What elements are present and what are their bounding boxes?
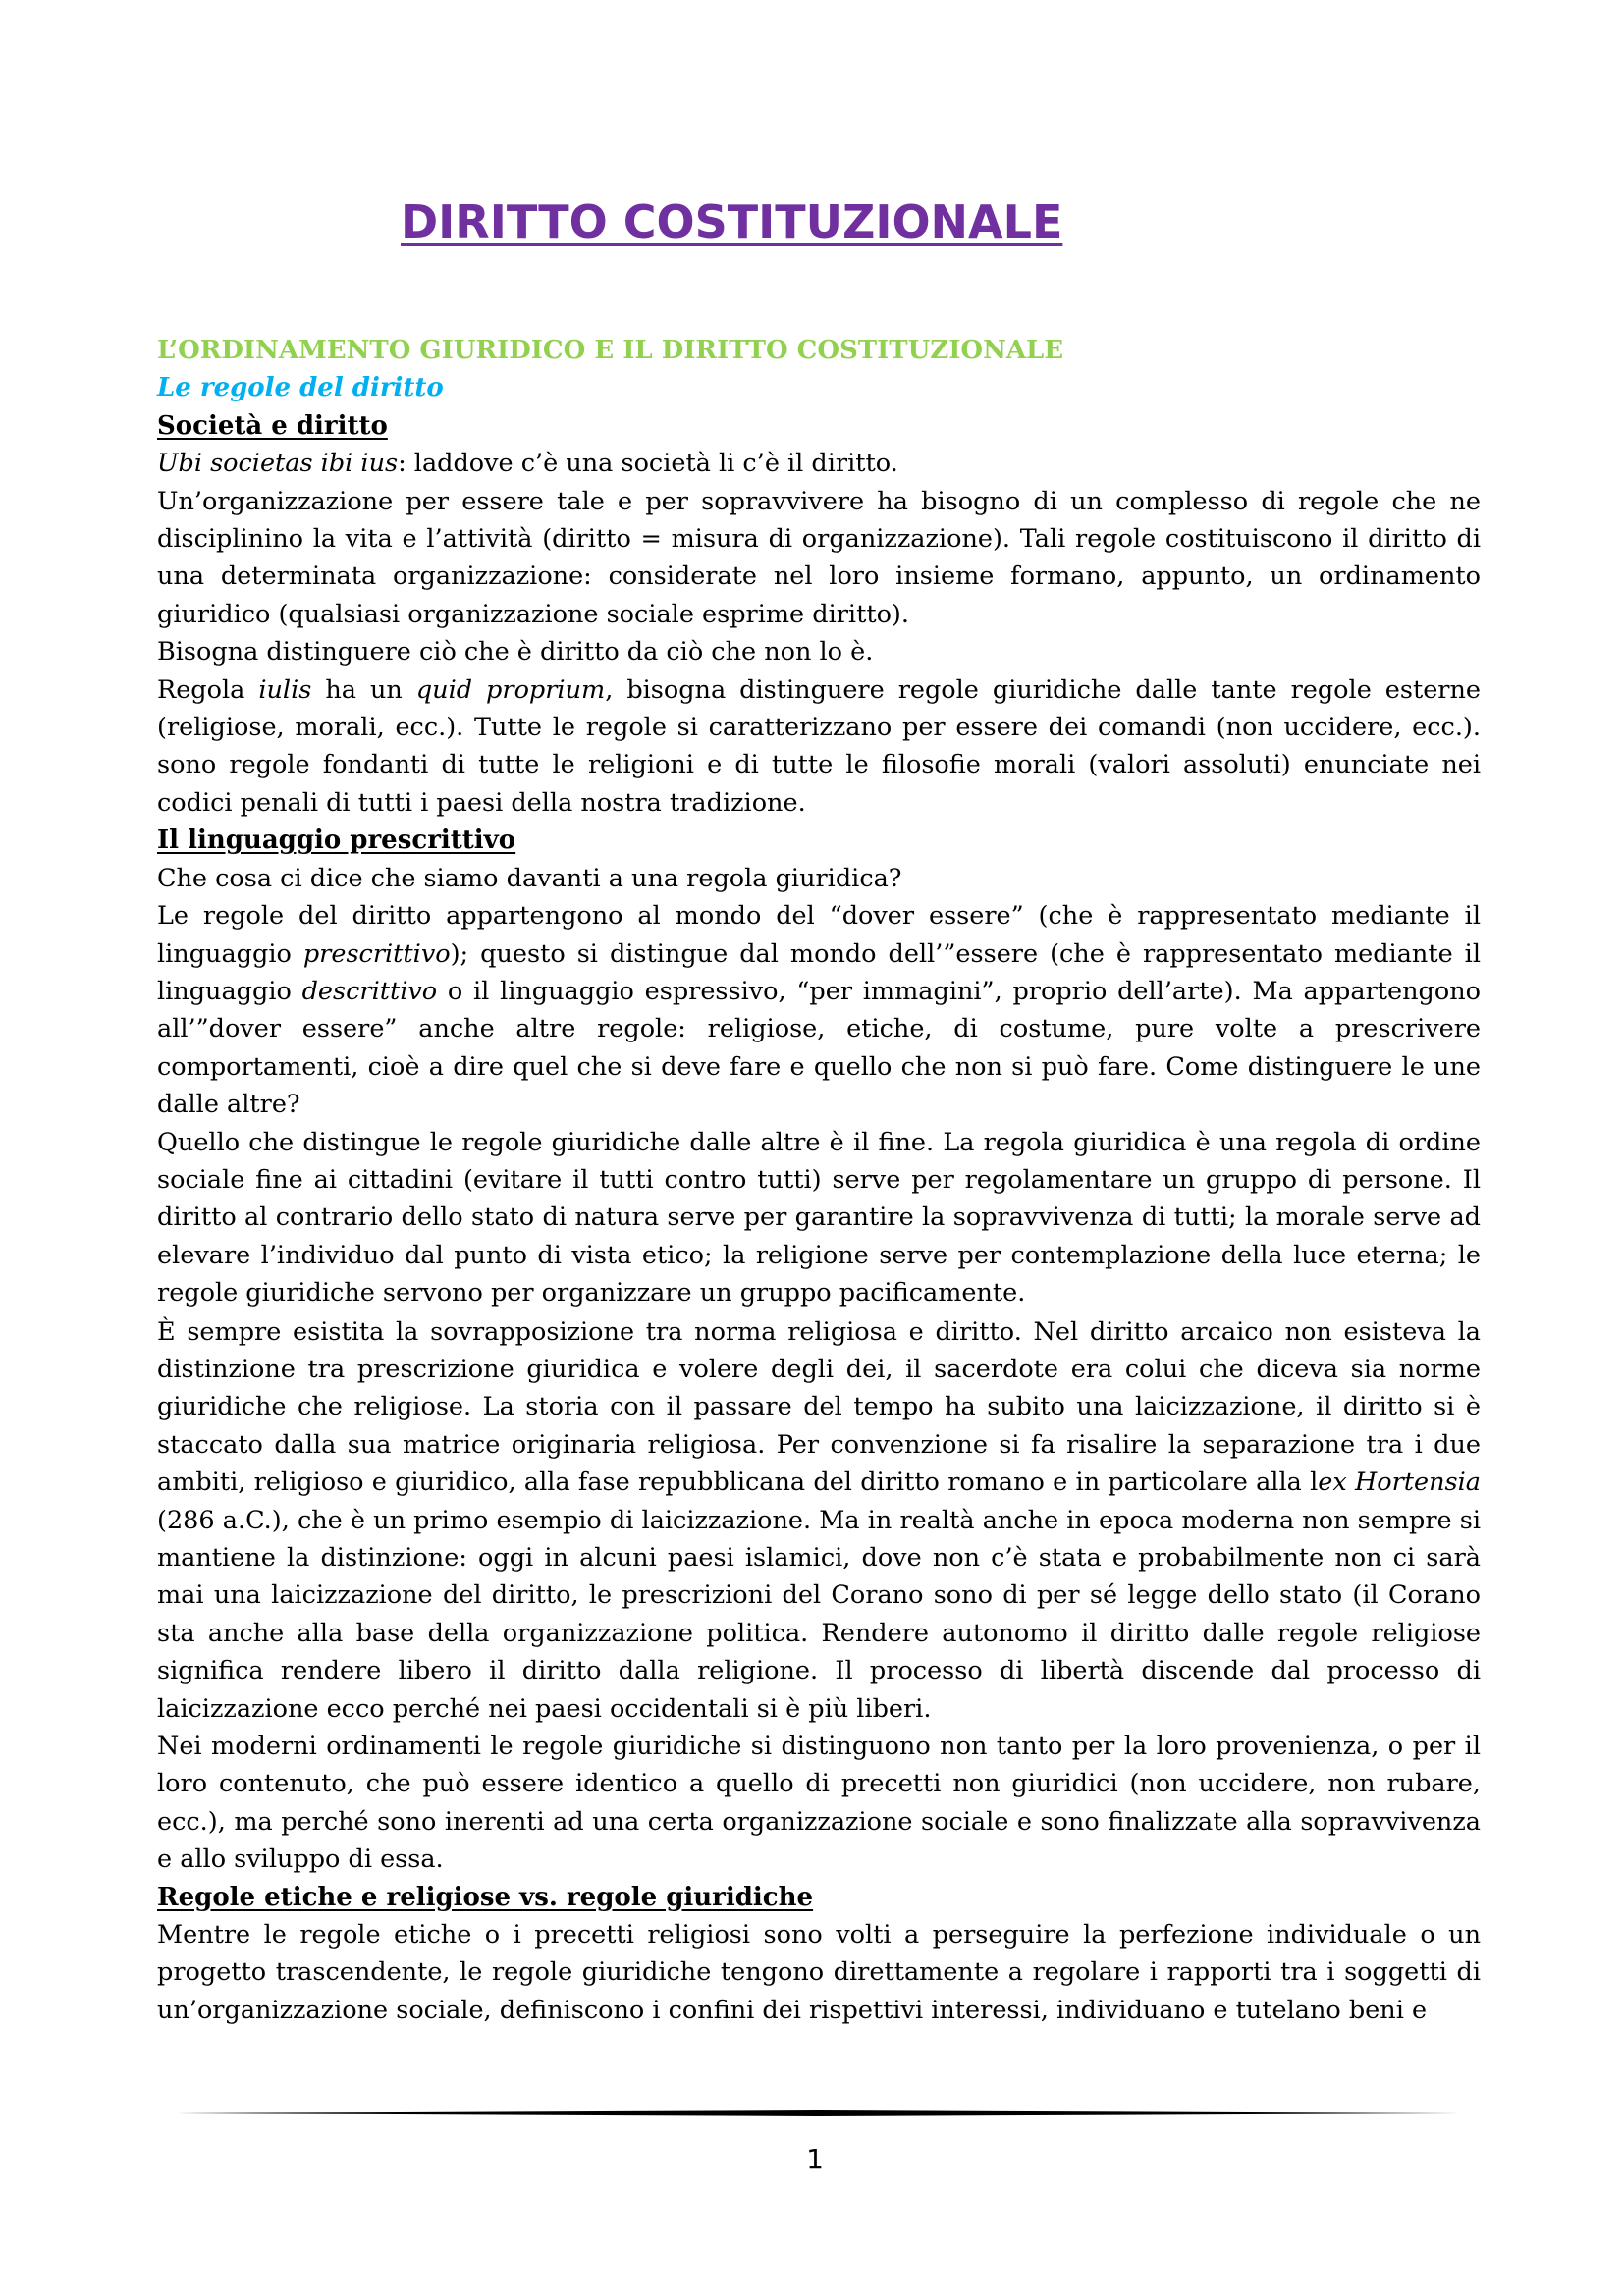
paragraph-text: , bisogna distinguere regole giuridiche dalle tante regole esterne (religiose, morali, ecc.). Tutte le regole si caratterizzano per essere dei comandi (non uccidere, ecc.). sono regole fondanti di tutte le religioni e di tutte le filosofie morali (valori assoluti) enunciate nei codici penali di tutti i paesi della nostra tradizione. [157, 674, 1482, 818]
paragraph-text: Regola [157, 674, 259, 705]
paragraph-text: È sempre esistita la sovrapposizione tra norma religiosa e diritto. Nel diritto arcaico non esisteva la distinzione tra prescrizione giuridica e volere degli dei, il sacerdote era colui che diceva sia norme giuridiche che religiose. La storia con il passare del tempo ha subito una laicizzazione, il diritto si è staccato dalla sua matrice originaria religiosa. Per convenzione si fa risalire la separazione tra i due ambiti, religioso e giuridico, alla fase repubblicana del diritto romano e in particolare alla l [157, 1316, 1481, 1498]
document-body [157, 332, 1481, 2029]
subheading-regole-etiche: Regole etiche e religiose vs. regole giuridiche [157, 1882, 814, 1912]
subheading-societa-diritto: Società e diritto [157, 410, 388, 441]
paragraph-text: o il linguaggio espressivo, “per immagini”, proprio dell’arte). Ma appartengono all’”dover essere” anche altre regole: religiose, etiche, di costume, pure volte a prescrivere comportamenti, cioè a dire quel che si deve fare e quello che non si può fare. Come distinguere le une dalle altre? [157, 976, 1481, 1120]
italic-term: prescrittivo [302, 938, 451, 969]
paragraph-text: Le regole del diritto appartengono al mondo del “dover essere” (che è rappresentato mediante il linguaggio [157, 901, 1481, 969]
paragraph-text: (286 a.C.), che è un primo esempio di laicizzazione. Ma in realtà anche in epoca moderna non sempre si mantiene la distinzione: oggi in alcuni paesi islamici, dove non c’è stata e probabilmente non ci sarà mai una laicizzazione del diritto, le prescrizioni del Corano sono di per sé legge dello stato (il Corano sta anche alla base della organizzazione politica. Rendere autonomo il diritto dalle regole religiose significa rendere libero il diritto dalla religione. Il processo di libertà discende dal processo di laicizzazione ecco perché nei paesi occidentali si è più liberi. [157, 1505, 1481, 1724]
paragraph-organizzazione: Un’organizzazione per essere tale e per sopravvivere ha bisogno di un complesso di regole che ne disciplinino la vita e l’attività (diritto = misura di organizzazione). Tali regole costituiscono il diritto di una determinata organizzazione: considerate nel loro insieme formano, appunto, un ordinamento giuridico (qualsiasi organizzazione sociale esprime diritto). [157, 486, 1481, 629]
paragraph-dover-essere [157, 897, 1481, 1123]
paragraph-laicizzazione [157, 1313, 1481, 1728]
italic-term: ex Hortensia [1318, 1468, 1481, 1498]
paragraph-text: ); questo si distingue dal mondo dell’”essere (che è rappresentato mediante il linguaggio [157, 938, 1481, 1006]
subheading-linguaggio-prescrittivo: Il linguaggio prescrittivo [157, 826, 516, 856]
italic-term: descrittivo [301, 976, 438, 1006]
footer-divider [175, 2110, 1461, 2116]
paragraph-fine: Quello che distingue le regole giuridiche dalle altre è il fine. La regola giuridica è una regola di ordine sociale fine ai cittadini (evitare il tutti contro tutti) serve per regolamentare un gruppo di persone. Il diritto al contrario dello stato di natura serve per garantire la sopravvivenza di tutti; la morale serve ad elevare l’individuo dal punto di vista etico; la religione serve per contemplazione della luce eterna; le regole giuridiche servono per organizzare un gruppo pacificamente. [157, 1127, 1481, 1308]
paragraph-distinguere: Bisogna distinguere ciò che è diritto da ciò che non lo è. [157, 637, 874, 667]
paragraph-text: : laddove c’è una società li c’è il diritto. [398, 449, 898, 479]
italic-term: iulis [258, 674, 312, 705]
paragraph-text: ha un [311, 674, 416, 705]
document-title: DIRITTO COSTITUZIONALE [401, 195, 1063, 248]
paragraph-domanda: Che cosa ci dice che siamo davanti a una regola giuridica? [157, 863, 902, 893]
chapter-heading: L’ORDINAMENTO GIURIDICO E IL DIRITTO COSTITUZIONALE [157, 336, 1064, 365]
paragraph-regole-etiche: Mentre le regole etiche o i precetti religiosi sono volti a perseguire la perfezione individuale o un progetto trascendente, le regole giuridiche tengono direttamente a regolare i rapporti tra i soggetti di un’organizzazione sociale, definiscono i confini dei rispettivi interessi, individuano e tutelano beni e [157, 1920, 1481, 2025]
italic-term: quid proprium [415, 674, 606, 705]
latin-maxim: Ubi societas ibi ius [157, 449, 399, 479]
page-number: 1 [806, 2143, 824, 2175]
paragraph-ubi-societas [157, 445, 1481, 482]
paragraph-regola-iulis [157, 671, 1481, 823]
paragraph-moderni-ordinamenti: Nei moderni ordinamenti le regole giuridiche si distinguono non tanto per la loro provenienza, o per il loro contenuto, che può essere identico a quello di precetti non giuridici (non uccidere, non rubare, ecc.), ma perché sono inerenti ad una certa organizzazione sociale e sono finalizzate alla sopravvivenza e allo sviluppo di essa. [157, 1732, 1481, 1875]
section-heading: Le regole del diritto [157, 373, 444, 403]
